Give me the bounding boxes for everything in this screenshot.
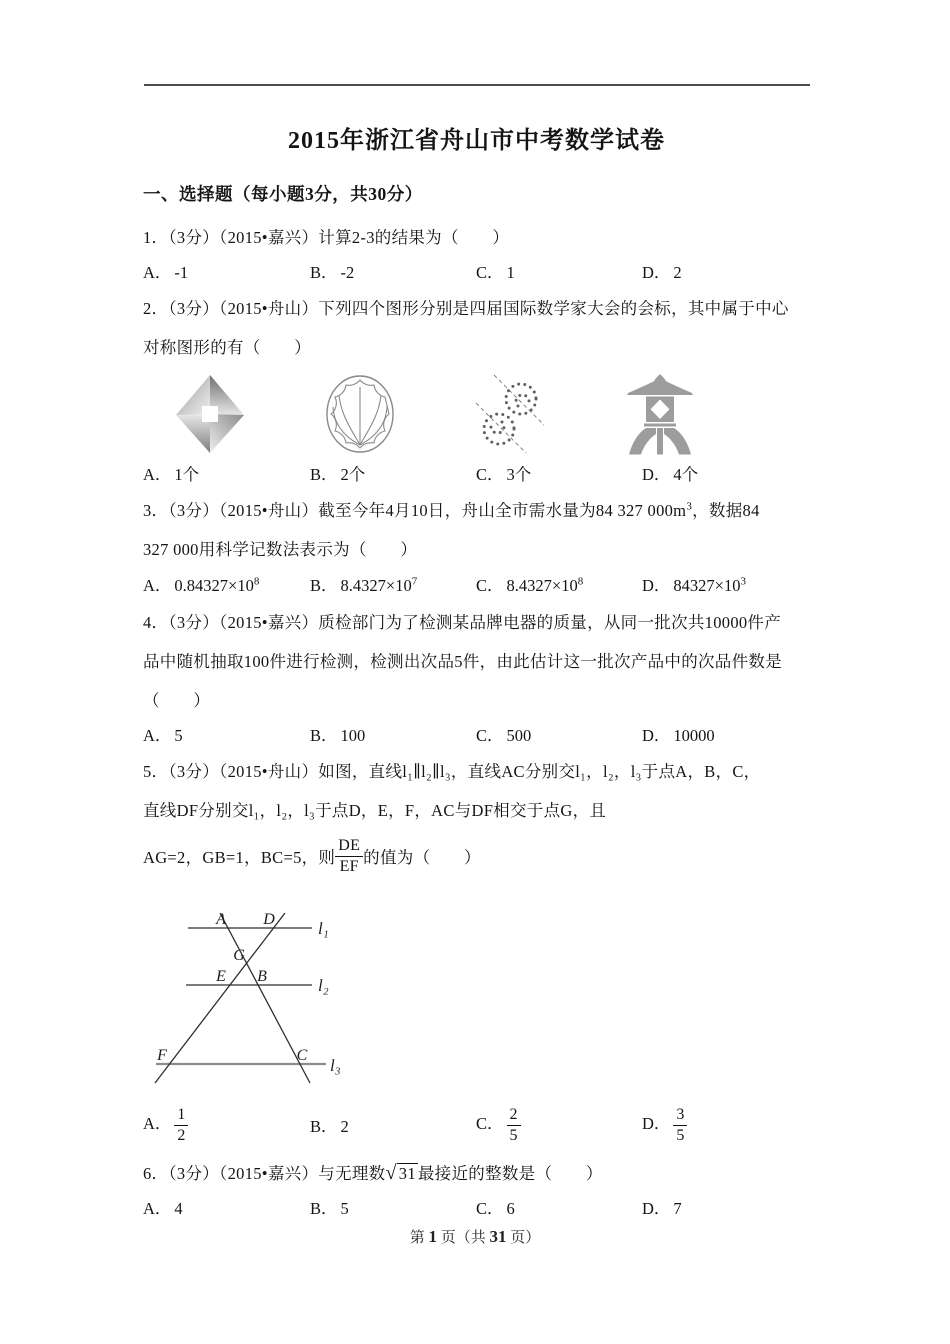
point-label-A: A <box>216 911 226 928</box>
q3-text-post: ，数据84 <box>692 501 760 520</box>
q5-option-d <box>642 1106 810 1145</box>
option-label: A． <box>143 576 172 595</box>
point-label-B: B <box>257 968 267 985</box>
question-5-line3 <box>143 830 810 882</box>
option-exponent: 8 <box>253 575 260 588</box>
option-value: 6 <box>506 1199 515 1218</box>
radicand: 31 <box>398 1164 416 1183</box>
question-3-options <box>143 569 810 599</box>
question-2-line2: 对称图形的有（ ） <box>143 338 311 357</box>
q3-option-b <box>310 572 476 596</box>
question-1-options <box>143 257 810 285</box>
q3-option-a <box>143 572 310 596</box>
sqrt-31 <box>385 1164 417 1183</box>
option-value: 100 <box>340 726 366 745</box>
option-value: 4 <box>174 1199 183 1218</box>
icm-lantern-logo <box>624 373 696 455</box>
fraction-denominator: 5 <box>676 1126 685 1144</box>
question-2-options <box>143 459 810 487</box>
question-5-line2: 直线DF分别交l₁，l₂，l₃于点D，E，F，AC与DF相交于点G，且 <box>143 801 607 820</box>
option-value: 4个 <box>673 465 699 484</box>
option-label: C． <box>476 1113 504 1133</box>
question-4-line1: 4．（3分）（2015•嘉兴）质检部门为了检测某品牌电器的质量，从同一批次共10000件产 <box>143 613 782 632</box>
fraction-numerator: 3 <box>673 1106 687 1126</box>
q6-text-pre: 6．（3分）（2015•嘉兴）与无理数 <box>143 1164 386 1183</box>
parallel-lines-figure <box>140 890 360 1095</box>
q2-option-a <box>143 461 310 485</box>
fraction-numerator: DE <box>335 837 363 857</box>
option-value: 1个 <box>174 465 200 484</box>
option-value: 7 <box>673 1199 682 1218</box>
page-title: 2015年浙江省舟山市中考数学试卷 <box>288 128 665 154</box>
point-label-G: G <box>233 947 245 964</box>
option-label: D． <box>642 576 671 595</box>
option-value: 5 <box>174 726 183 745</box>
option-value: 2 <box>673 263 682 282</box>
question-6-options <box>143 1193 810 1221</box>
icm-pinwheel-logo <box>174 373 246 455</box>
option-fraction <box>673 1106 687 1145</box>
fraction-denominator: 5 <box>509 1126 518 1144</box>
question-2-line1: 2．（3分）（2015•舟山）下列四个图形分别是四届国际数学家大会的会标，其中属于中心 <box>143 299 789 318</box>
q5-option-a <box>143 1106 310 1145</box>
option-base: 8.4327×10 <box>340 576 412 595</box>
option-value: 2个 <box>340 465 366 484</box>
q5-text-pre: AG=2，GB=1，BC=5，则 <box>143 848 336 867</box>
option-label: A． <box>143 1199 172 1218</box>
option-value: 5 <box>340 1199 349 1218</box>
option-label: A． <box>143 263 172 282</box>
option-exponent: 3 <box>740 575 746 588</box>
question-3-line2: 327 000用科学记数法表示为（ ） <box>143 540 418 559</box>
option-value: -2 <box>340 263 355 282</box>
line-label-l1: l₁ <box>318 919 329 938</box>
q5-text-post: 的值为（ ） <box>363 848 481 867</box>
option-label: C． <box>476 576 504 595</box>
point-label-F: F <box>157 1047 167 1064</box>
section-heading: 一、选择题（每小题3分，共30分） <box>143 184 423 204</box>
option-label: D． <box>642 1113 671 1133</box>
option-label: A． <box>143 1113 172 1133</box>
question-1-text: 1．（3分）（2015•嘉兴）计算2-3的结果为（ ） <box>143 228 510 247</box>
option-value: 500 <box>506 726 532 745</box>
q6-option-a <box>143 1195 310 1219</box>
option-base: 0.84327×10 <box>174 576 254 595</box>
q2-option-d <box>642 461 810 485</box>
option-exponent: 8 <box>577 575 584 588</box>
q3-option-c <box>476 572 642 596</box>
option-label: A． <box>143 726 172 745</box>
option-label: B． <box>310 465 338 484</box>
option-value: 2 <box>340 1117 349 1136</box>
page-footer <box>0 1226 950 1247</box>
question-5-figure-wrap <box>140 890 810 1100</box>
q5-option-c <box>476 1106 642 1145</box>
radical-sign: √ <box>385 1162 397 1184</box>
q5-option-b <box>310 1113 476 1137</box>
icm-dotted-spiral-logo <box>474 373 546 455</box>
q6-option-b <box>310 1195 476 1219</box>
footer-mid: 页（共 <box>440 1230 486 1246</box>
q4-option-b <box>310 722 476 746</box>
footer-page-number: 1 <box>428 1227 437 1246</box>
footer-post: 页） <box>510 1230 541 1246</box>
q3-exponent: 3 <box>686 500 693 513</box>
q6-text-post: 最接近的整数是（ ） <box>417 1164 603 1183</box>
option-label: B． <box>310 1199 338 1218</box>
q2-option-b <box>310 461 476 485</box>
option-label: D． <box>642 263 671 282</box>
option-label: A． <box>143 465 172 484</box>
point-label-E: E <box>216 968 226 985</box>
q6-option-d <box>642 1195 810 1219</box>
q6-option-c <box>476 1195 642 1219</box>
option-value: 3个 <box>506 465 532 484</box>
q4-option-a <box>143 722 310 746</box>
option-label: C． <box>476 465 504 484</box>
question-6-text <box>143 1154 810 1193</box>
fraction-denominator: 2 <box>177 1126 186 1144</box>
option-label: B． <box>310 1117 338 1136</box>
q5-fraction-DE-EF <box>335 837 363 876</box>
option-label: C． <box>476 263 504 282</box>
line-label-l3: l₃ <box>330 1056 341 1075</box>
page-content <box>143 0 810 1221</box>
option-label: B． <box>310 726 338 745</box>
q2-option-c <box>476 461 642 485</box>
fraction-numerator: 1 <box>174 1106 188 1126</box>
option-label: C． <box>476 726 504 745</box>
point-label-D: D <box>263 911 275 928</box>
q1-option-a <box>143 259 310 283</box>
question-3-line1 <box>143 491 810 530</box>
fraction-numerator: 2 <box>507 1106 521 1126</box>
option-value: 1 <box>506 263 515 282</box>
option-label: C． <box>476 1199 504 1218</box>
question-5-line1: 5．（3分）（2015•舟山）如图，直线l₁∥l₂∥l₃，直线AC分别交l₁，l₂，l₃于点A，B，C， <box>143 762 761 781</box>
option-fraction <box>507 1106 521 1145</box>
option-value: -1 <box>174 263 189 282</box>
q4-option-d <box>642 722 810 746</box>
option-base: 84327×10 <box>673 576 741 595</box>
q3-text-pre: 3．（3分）（2015•舟山）截至今年4月10日，舟山全市需水量为84 327 000m <box>143 501 687 520</box>
footer-total-pages: 31 <box>489 1227 507 1246</box>
icm-oval-fan-logo <box>324 373 396 455</box>
fraction-denominator: EF <box>339 857 359 875</box>
option-exponent: 7 <box>411 575 418 588</box>
option-value: 10000 <box>673 726 715 745</box>
option-label: B． <box>310 263 338 282</box>
line-label-l2: l₂ <box>318 976 329 995</box>
q1-option-b <box>310 259 476 283</box>
point-label-C: C <box>296 1047 308 1064</box>
q1-option-c <box>476 259 642 283</box>
question-4-options <box>143 720 810 748</box>
option-label: D． <box>642 1199 671 1218</box>
q4-option-c <box>476 722 642 746</box>
question-4-line2: 品中随机抽取100件进行检测，检测出次品5件，由此估计这一批次产品中的次品件数是 <box>143 652 782 671</box>
question-4-line3: （ ） <box>143 691 211 710</box>
option-label: D． <box>642 726 671 745</box>
option-label: B． <box>310 576 338 595</box>
option-label: D． <box>642 465 671 484</box>
q1-option-d <box>642 259 810 283</box>
q3-option-d <box>642 572 810 596</box>
question-5-options <box>143 1100 810 1150</box>
footer-pre: 第 <box>409 1230 425 1246</box>
option-fraction <box>174 1106 188 1145</box>
option-base: 8.4327×10 <box>506 576 578 595</box>
question-2-congress-logos <box>174 373 810 455</box>
